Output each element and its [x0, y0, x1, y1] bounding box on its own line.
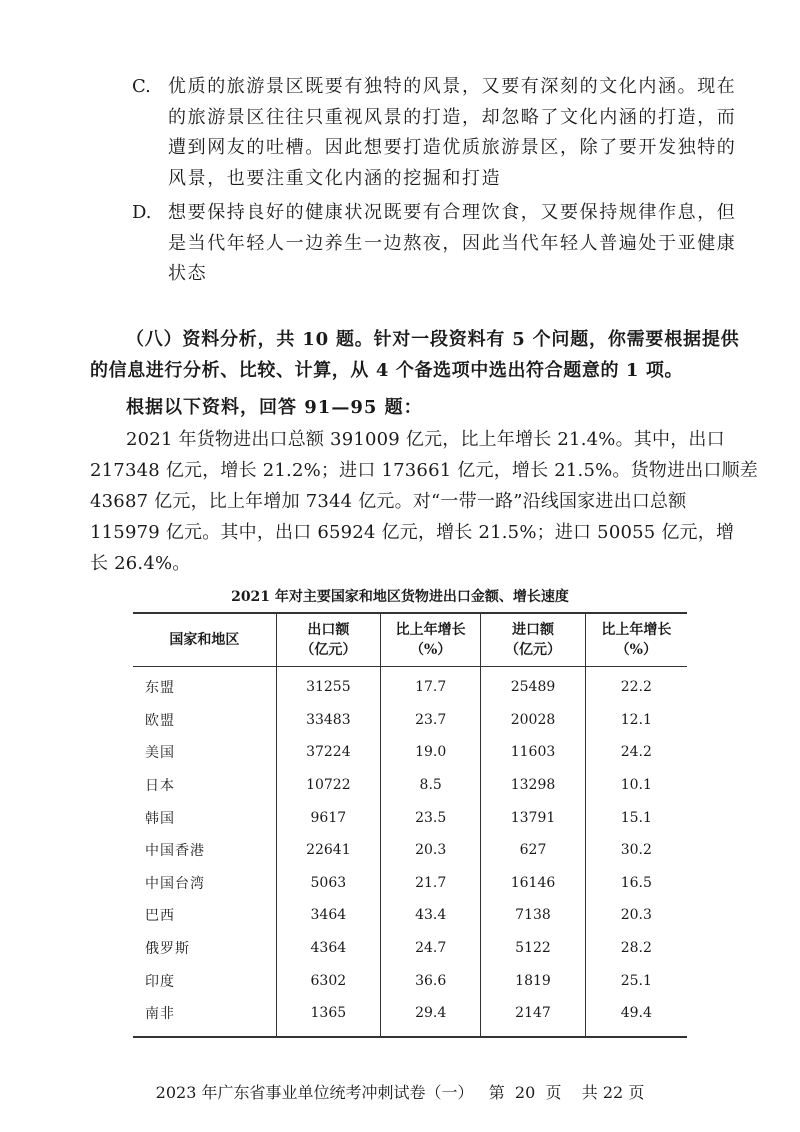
header-text: 比上年增长 — [601, 622, 672, 638]
table-row — [133, 801, 687, 834]
header-import-growth — [585, 613, 687, 667]
import-cell: 13298 — [481, 769, 585, 802]
header-text: 比上年增长 — [395, 622, 466, 638]
option-d-line: 状态 — [168, 263, 208, 284]
import-growth-cell: 24.2 — [585, 736, 687, 769]
section-heading-line: 的信息进行分析、比较、计算，从 4 个备选项中选出符合题意的 1 项。 — [90, 360, 684, 381]
export-cell: 31255 — [276, 667, 380, 704]
table-caption: 2021 年对主要国家和地区货物进出口金额、增长速度 — [231, 589, 569, 605]
region-cell: 中国香港 — [145, 843, 205, 860]
header-text: 国家和地区 — [169, 632, 240, 648]
import-cell: 7138 — [481, 899, 585, 932]
paragraph-line: 43687 亿元，比上年增加 7344 亿元。对“一带一路”沿线国家进出口总额 — [90, 491, 687, 512]
header-region — [133, 613, 276, 667]
export-cell: 4364 — [276, 932, 380, 965]
import-growth-cell: 15.1 — [585, 801, 687, 834]
export-cell: 3464 — [276, 899, 380, 932]
import-cell: 16146 — [481, 867, 585, 900]
table-row — [133, 667, 687, 704]
header-import — [481, 613, 585, 667]
option-c-line: 的旅游景区往往只重视风景的打造，却忽略了文化内涵的打造，而 — [168, 106, 737, 128]
table-row — [133, 997, 687, 1037]
paragraph-line: 217348 亿元，增长 21.2%；进口 173661 亿元，增长 21.5%。货物进出口顺差 — [90, 460, 758, 481]
export-cell: 6302 — [276, 964, 380, 997]
option-c-line: 遭到网友的吐槽。因此想要打造优质旅游景区，除了要开发独特的 — [168, 137, 737, 158]
option-d-line: 想要保持良好的健康状况既要有合理饮食，又要保持规律作息，但 — [168, 202, 737, 223]
export-growth-cell: 24.7 — [381, 932, 481, 965]
import-growth-cell: 25.1 — [585, 964, 687, 997]
export-cell: 22641 — [276, 834, 380, 867]
import-cell: 11603 — [481, 736, 585, 769]
export-growth-cell: 43.4 — [381, 899, 481, 932]
question-prompt: 根据以下资料，回答 91—95 题： — [126, 397, 423, 418]
section-heading-line: （八）资料分析，共 10 题。针对一段资料有 5 个问题，你需要根据提供 — [126, 329, 740, 350]
header-export — [276, 613, 380, 667]
export-cell: 37224 — [276, 736, 380, 769]
header-text: 进口额 — [511, 622, 554, 638]
table-row — [133, 736, 687, 769]
table-row — [133, 867, 687, 900]
region-cell: 韩国 — [145, 810, 175, 827]
import-cell: 5122 — [481, 932, 585, 965]
export-cell: 10722 — [276, 769, 380, 802]
header-unit: （亿元） — [300, 642, 357, 658]
option-c-label: C. — [132, 76, 151, 97]
region-cell: 巴西 — [145, 908, 175, 925]
option-d-line: 是当代年轻人一边养生一边熬夜，因此当代年轻人普遍处于亚健康 — [168, 232, 737, 254]
region-cell: 美国 — [145, 745, 175, 762]
trade-table — [133, 612, 687, 1038]
table-header-row — [133, 613, 687, 667]
import-cell: 1819 — [481, 964, 585, 997]
import-growth-cell: 22.2 — [585, 667, 687, 704]
table-row — [133, 834, 687, 867]
import-growth-cell: 16.5 — [585, 867, 687, 900]
export-growth-cell: 23.7 — [381, 704, 481, 737]
import-growth-cell: 28.2 — [585, 932, 687, 965]
table-row — [133, 932, 687, 965]
export-growth-cell: 23.5 — [381, 801, 481, 834]
region-cell: 俄罗斯 — [145, 941, 190, 958]
region-cell: 东盟 — [145, 680, 175, 697]
material-paragraph — [90, 424, 758, 579]
export-growth-cell: 17.7 — [381, 667, 481, 704]
export-cell: 9617 — [276, 801, 380, 834]
table-row — [133, 964, 687, 997]
paragraph-line: 2021 年货物进出口总额 391009 亿元，比上年增长 21.4%。其中，出口 — [126, 429, 725, 450]
option-c-line: 风景，也要注重文化内涵的挖掘和打造 — [168, 167, 502, 189]
export-growth-cell: 21.7 — [381, 867, 481, 900]
option-d — [132, 198, 737, 290]
region-cell: 日本 — [145, 778, 175, 795]
option-c — [132, 72, 737, 194]
export-growth-cell: 19.0 — [381, 736, 481, 769]
header-text: 出口额 — [307, 622, 350, 638]
table-row — [133, 769, 687, 802]
region-cell: 欧盟 — [145, 712, 175, 729]
export-growth-cell: 29.4 — [381, 997, 481, 1037]
export-growth-cell: 36.6 — [381, 964, 481, 997]
import-cell: 25489 — [481, 667, 585, 704]
export-growth-cell: 8.5 — [381, 769, 481, 802]
import-growth-cell: 12.1 — [585, 704, 687, 737]
import-cell: 2147 — [481, 997, 585, 1037]
export-cell: 5063 — [276, 867, 380, 900]
table-row — [133, 704, 687, 737]
export-cell: 33483 — [276, 704, 380, 737]
import-growth-cell: 30.2 — [585, 834, 687, 867]
import-cell: 20028 — [481, 704, 585, 737]
section-heading — [90, 324, 740, 386]
header-unit: （%） — [615, 642, 657, 658]
footer-page-number: 第 20 页 共 22 页 — [488, 1083, 645, 1102]
export-cell: 1365 — [276, 997, 380, 1037]
import-cell: 13791 — [481, 801, 585, 834]
table-row — [133, 899, 687, 932]
header-unit: （%） — [410, 642, 452, 658]
page-footer — [0, 1080, 800, 1103]
region-cell: 印度 — [145, 973, 175, 990]
table-body — [133, 667, 687, 1037]
import-cell: 627 — [481, 834, 585, 867]
option-c-line: 优质的旅游景区既要有独特的风景，又要有深刻的文化内涵。现在 — [168, 76, 737, 97]
region-cell: 南非 — [145, 1006, 175, 1023]
import-growth-cell: 20.3 — [585, 899, 687, 932]
paragraph-line: 长 26.4%。 — [90, 553, 191, 574]
header-export-growth — [381, 613, 481, 667]
header-unit: （亿元） — [504, 642, 561, 658]
option-d-label: D. — [132, 202, 152, 223]
import-growth-cell: 49.4 — [585, 997, 687, 1037]
import-growth-cell: 10.1 — [585, 769, 687, 802]
footer-title: 2023 年广东省事业单位统考冲刺试卷（一） — [155, 1083, 474, 1102]
paragraph-line: 115979 亿元。其中，出口 65924 亿元，增长 21.5%；进口 50055 亿元，增 — [90, 522, 735, 543]
export-growth-cell: 20.3 — [381, 834, 481, 867]
region-cell: 中国台湾 — [145, 875, 205, 892]
